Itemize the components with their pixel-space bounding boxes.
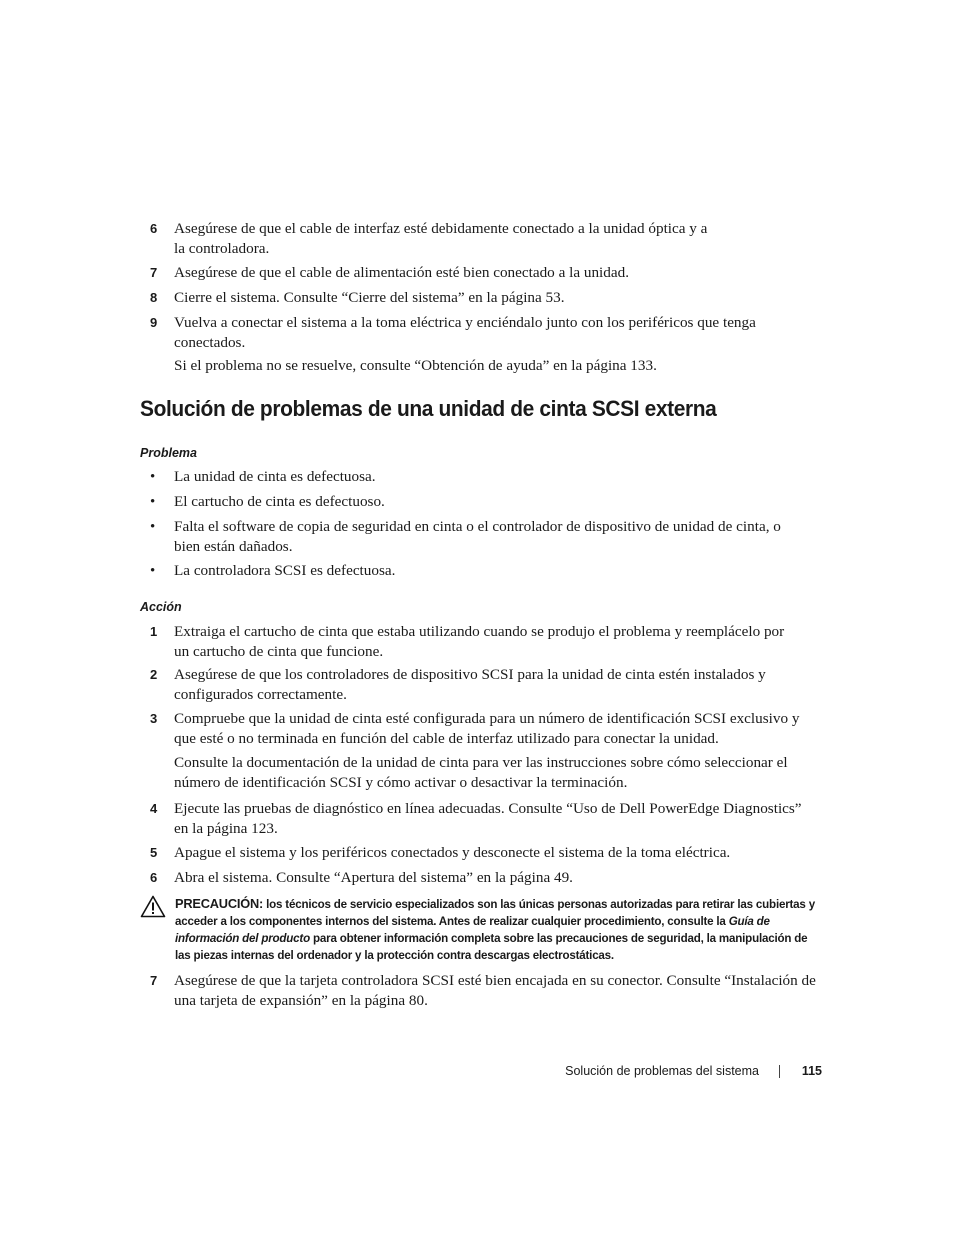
list-item — [150, 517, 815, 557]
product-guide-title: Guía de información del producto — [175, 915, 770, 945]
list-item-text: El cartucho de cinta es defectuoso. — [174, 493, 385, 510]
step-item — [150, 709, 815, 749]
caution-body: los técnicos de servicio especializados son las únicas personas autorizadas para retirar las cubiertas y acceder a los componentes internos del sistema. Antes de realizar cualquier procedimiento, consulte la — [175, 898, 815, 928]
step-text: Asegúrese de que la tarjeta controladora SCSI esté bien encajada en su conector. Consulte “Instalación de una tarjeta de expansión” en la página 80. — [174, 972, 816, 1009]
list-item — [150, 561, 815, 581]
step-text: Asegúrese de que el cable de interfaz esté debidamente conectado a la unidad óptica y a la controladora. — [174, 220, 708, 257]
step-number: 5 — [150, 845, 158, 860]
step-item — [150, 971, 815, 1011]
step-text: Ejecute las pruebas de diagnóstico en línea adecuadas. Consulte “Uso de Dell PowerEdge Diagnostics” en la página 123. — [174, 800, 802, 837]
step-item — [150, 313, 815, 353]
warning-triangle-icon — [140, 895, 166, 918]
section-title: Solución de problemas de una unidad de cinta SCSI externa — [140, 396, 717, 421]
caution-body-cont: para obtener información completa sobre las precauciones de seguridad, la manipulación de las piezas internas del ordenador y la protección contra descargas electrostáticas. — [175, 932, 808, 962]
step-text: Asegúrese de que los controladores de dispositivo SCSI para la unidad de cinta estén instalados y configurados correctamente. — [174, 666, 766, 703]
step-number: 4 — [150, 801, 158, 816]
bullet-icon: • — [150, 519, 156, 535]
list-item-text: La controladora SCSI es defectuosa. — [174, 562, 396, 579]
problem-heading: Problema — [140, 446, 197, 460]
step-number: 7 — [150, 973, 158, 988]
step-text: Cierre el sistema. Consulte “Cierre del sistema” en la página 53. — [174, 289, 565, 306]
step-text: Extraiga el cartucho de cinta que estaba utilizando cuando se produjo el problema y reemplácelo por un cartucho de cinta que funcione. — [174, 623, 785, 660]
step-number: 2 — [150, 667, 158, 682]
step-number: 7 — [150, 265, 158, 280]
step-note: Consulte la documentación de la unidad de cinta para ver las instrucciones sobre cómo seleccionar el número de identificación SCSI y cómo activar o desactivar la terminación. — [174, 754, 788, 791]
step-number: 3 — [150, 711, 158, 726]
step-text: Compruebe que la unidad de cinta esté configurada para un número de identificación SCSI exclusivo y que esté o no terminada en función del cable de interfaz utilizado para conectar la unidad. — [174, 710, 800, 747]
step-item — [150, 622, 815, 662]
step-item — [150, 843, 815, 863]
page-footer — [540, 1061, 822, 1081]
step-text: Vuelva a conectar el sistema a la toma eléctrica y enciéndalo junto con los periféricos que tenga conectados. — [174, 314, 756, 351]
list-item — [150, 467, 815, 487]
step-item — [150, 665, 815, 705]
list-item-text: La unidad de cinta es defectuosa. — [174, 468, 376, 485]
caution-label: PRECAUCIÓN: — [175, 896, 264, 911]
step-item — [150, 219, 815, 259]
footer-separator — [779, 1065, 780, 1078]
step-item — [150, 868, 815, 888]
bullet-icon: • — [150, 469, 156, 485]
step-number: 6 — [150, 870, 158, 885]
step-text: Asegúrese de que el cable de alimentación esté bien conectado a la unidad. — [174, 264, 630, 281]
step-text: Abra el sistema. Consulte “Apertura del sistema” en la página 49. — [174, 869, 573, 886]
step-number: 9 — [150, 315, 158, 330]
list-item-text: Falta el software de copia de seguridad en cinta o el controlador de dispositivo de unidad de cinta, o bien están dañados. — [174, 518, 781, 555]
caution-text — [175, 895, 825, 964]
page-number: 115 — [801, 1064, 822, 1078]
bullet-icon: • — [150, 563, 156, 579]
step-number: 6 — [150, 221, 158, 236]
footer-title: Solución de problemas del sistema — [565, 1064, 759, 1078]
step-item — [150, 799, 815, 839]
step-note: Si el problema no se resuelve, consulte “Obtención de ayuda” en la página 133. — [174, 357, 657, 374]
list-item — [150, 492, 815, 512]
step-text: Apague el sistema y los periféricos conectados y desconecte el sistema de la toma eléctrica. — [174, 844, 731, 861]
action-heading: Acción — [140, 600, 182, 614]
step-item — [150, 288, 815, 308]
step-item — [150, 263, 815, 283]
bullet-icon: • — [150, 494, 156, 510]
step-number: 1 — [150, 624, 158, 639]
step-number: 8 — [150, 290, 158, 305]
